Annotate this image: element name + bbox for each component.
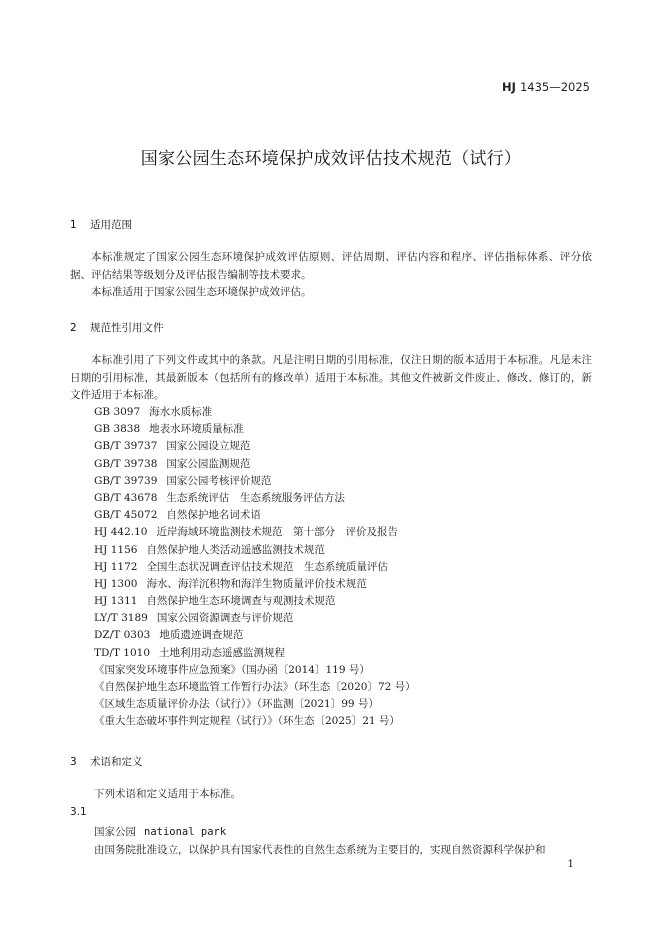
reference-item: GB/T 43678 生态系统评估 生态系统服务评估方法 [94, 491, 345, 504]
section-1-paragraph-1: 本标准规定了国家公园生态环境保护成效评估原则、评估周期、评估内容和程序、评估指标体系、评分依据、评估结果等级划分及评估报告编制等技术要求。 [70, 251, 592, 281]
term-definition: 由国务院批准设立，以保护具有国家代表性的自然生态系统为主要目的，实现自然资源科学保护和 [94, 844, 546, 856]
section-1-paragraph-2: 本标准适用于国家公园生态环境保护成效评估。 [91, 286, 312, 298]
section-number: 1 [70, 219, 77, 231]
reference-list [94, 404, 416, 731]
reference-item: HJ 1300 海水、海洋沉积物和海洋生物质量评价技术规范 [94, 577, 367, 590]
term-english: national park [144, 826, 227, 838]
reference-item: GB 3097 海水水质标准 [94, 406, 213, 418]
section-3-paragraph-1: 下列术语和定义适用于本标准。 [94, 788, 241, 800]
reference-item: GB/T 45072 自然保护地名词术语 [94, 509, 261, 522]
standard-code [502, 80, 590, 94]
reference-item: GB 3838 地表水环境质量标准 [94, 423, 244, 436]
section-1-heading [70, 217, 132, 232]
section-title: 适用范围 [90, 219, 132, 231]
reference-item: GB/T 39737 国家公园设立规范 [94, 440, 251, 453]
section-number: 3 [70, 756, 77, 768]
page-number: 1 [567, 858, 574, 870]
section-title: 术语和定义 [90, 756, 143, 768]
reference-item: GB/T 39738 国家公园监测规范 [94, 457, 251, 470]
reference-item: TD/T 1010 土地利用动态遥感监测规程 [94, 646, 286, 659]
reference-item: HJ 1172 全国生态状况调查评估技术规范 生态系统质量评估 [94, 560, 388, 573]
section-title: 规范性引用文件 [90, 322, 164, 334]
reference-item: HJ 1156 自然保护地人类活动遥感监测技术规范 [94, 543, 325, 556]
reference-item: HJ 442.10 近岸海域环境监测技术规范 第十部分 评价及报告 [94, 526, 398, 539]
section-2-paragraph-1: 本标准引用了下列文件或其中的条款。凡是注明日期的引用标准，仅注日期的版本适用于本标准。凡是未注日期的引用标准，其最新版本（包括所有的修改单）适用于本标准。其他文件被新文件废止、修改、修订的，新文件适用于本标准。 [70, 354, 592, 401]
section-3-heading [70, 754, 143, 769]
reference-item: DZ/T 0303 地质遗迹调查规范 [94, 629, 244, 642]
reference-item: GB/T 39739 国家公园考核评价规范 [94, 474, 272, 487]
document-reference: 《自然保护地生态环境监管工作暂行办法》（环生态〔2020〕72 号） [94, 681, 416, 693]
document-reference: 《重大生态破坏事件判定规程（试行）》（环生态〔2025〕21 号） [94, 715, 400, 728]
term-number: 3.1 [70, 806, 87, 818]
reference-item: HJ 1311 自然保护地生态环境调查与观测技术规范 [94, 595, 336, 608]
section-number: 2 [70, 322, 77, 334]
standard-prefix: HJ [502, 80, 516, 94]
term-chinese: 国家公园 [94, 826, 136, 838]
document-reference: 《区域生态质量评价办法（试行）》（环监测〔2021〕99 号） [94, 698, 379, 711]
document-title: 国家公园生态环境保护成效评估技术规范（试行） [140, 149, 522, 169]
section-2-heading [70, 320, 164, 335]
standard-number: 1435—2025 [519, 80, 590, 94]
document-reference: 《国家突发环境事件应急预案》（国办函〔2014〕119 号） [94, 663, 370, 676]
reference-item: LY/T 3189 国家公园资源调查与评价规范 [94, 612, 294, 625]
term-heading [94, 824, 226, 839]
